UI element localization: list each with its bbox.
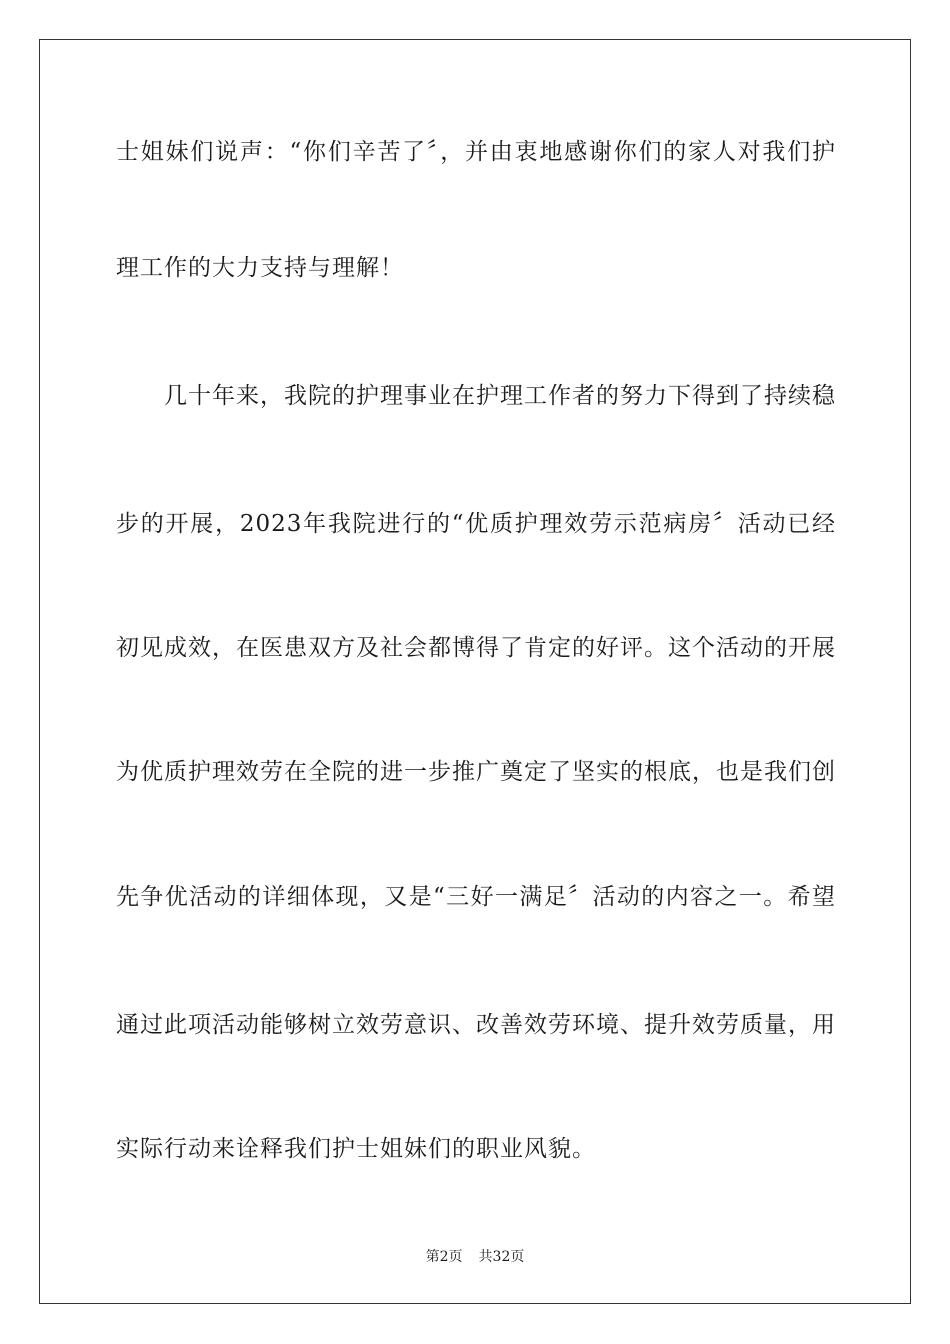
body-text-line-4: 步的开展，2023年我院进行的“优质护理效劳示范病房〞活动已经 <box>116 511 836 537</box>
body-text-line-1: 士姐妹们说声：“你们辛苦了〞，并由衷地感谢你们的家人对我们护 <box>116 139 836 165</box>
body-text-line-5: 初见成效，在医患双方及社会都博得了肯定的好评。这个活动的开展 <box>116 635 836 661</box>
body-text-line-3: 几十年来，我院的护理事业在护理工作者的努力下得到了持续稳 <box>164 383 836 409</box>
page-footer <box>0 1247 950 1267</box>
total-pages: 共32页 <box>478 1249 525 1265</box>
body-text-line-6: 为优质护理效劳在全院的进一步推广奠定了坚实的根底，也是我们创 <box>116 759 836 785</box>
body-text-line-8: 通过此项活动能够树立效劳意识、改善效劳环境、提升效劳质量，用 <box>116 1012 836 1038</box>
body-text-line-7: 先争优活动的详细体现，又是“三好一满足〞活动的内容之一。希望 <box>116 884 836 910</box>
page-border <box>39 39 911 1304</box>
page-number: 第2页 <box>425 1249 463 1265</box>
body-text-line-2: 理工作的大力支持与理解！ <box>116 255 404 281</box>
body-text-line-9: 实际行动来诠释我们护士姐妹们的职业风貌。 <box>116 1136 596 1162</box>
